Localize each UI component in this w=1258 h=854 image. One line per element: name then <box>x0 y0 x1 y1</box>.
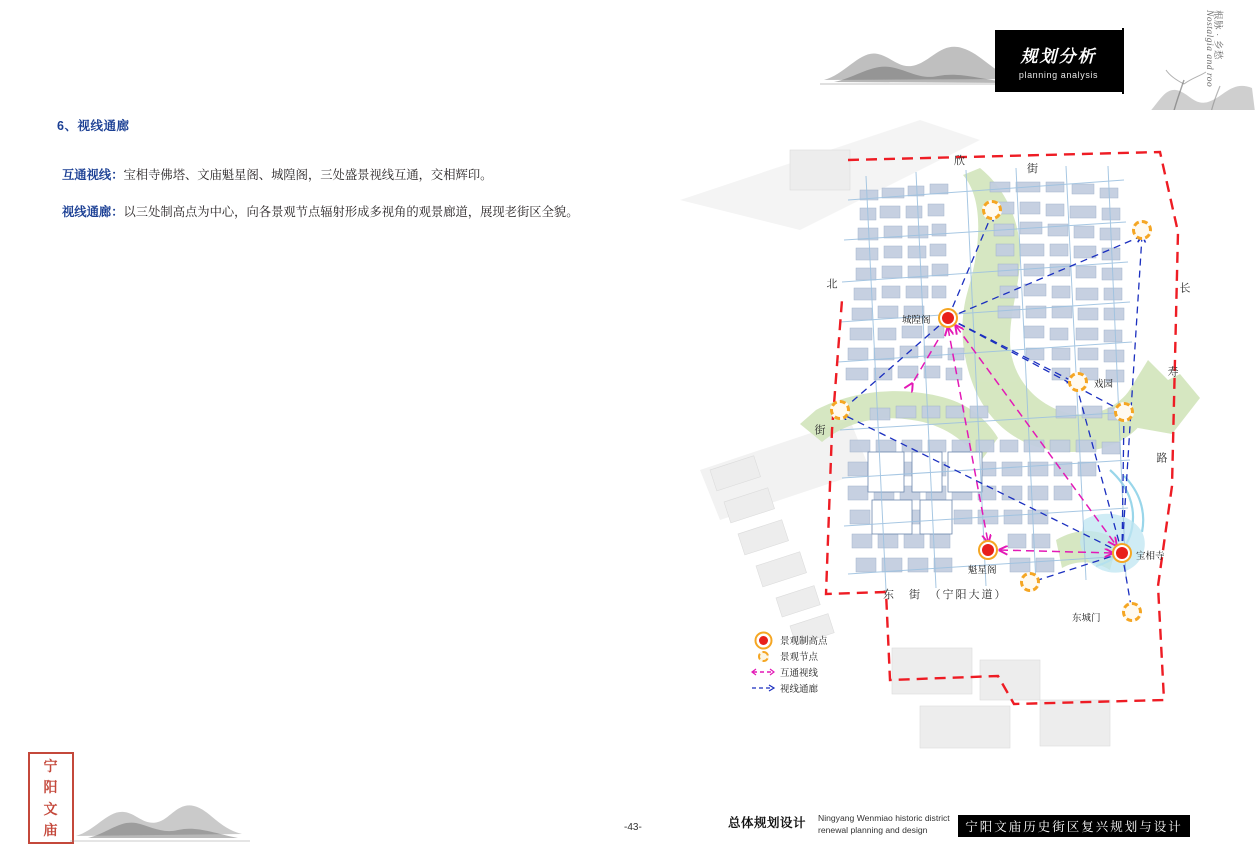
paragraph-1-text: 宝相寺佛塔、文庙魁星阁、城隍阁，三处盛景视线互通，交相辉印。 <box>123 168 493 182</box>
paragraph-1 <box>62 165 602 187</box>
legend-node-label: 景观节点 <box>780 652 819 663</box>
legend-node-icon <box>750 651 776 662</box>
legend-row-node <box>750 648 910 664</box>
map-node-south[interactable] <box>1020 572 1040 592</box>
map-node-west[interactable] <box>830 400 850 420</box>
map-peak-kuixing-pavilion[interactable] <box>982 544 994 556</box>
vertical-tagline-en: Nostalgia and roo <box>1204 10 1214 88</box>
map-node-opera-garden[interactable] <box>1068 372 1088 392</box>
street-label-chang: 长 <box>1178 282 1190 296</box>
map-label-chenghuang-pavilion: 城隍阁 <box>902 315 931 326</box>
street-label-jie-north: 街 <box>1027 163 1040 175</box>
legend-row-mutual <box>750 664 910 680</box>
street-label-east-street: 东 街 （宁阳大道） <box>883 589 1008 601</box>
ink-painting-decoration <box>70 786 250 844</box>
legend-mutual-sightline-label: 互通视线 <box>780 668 819 679</box>
map-label-kuixing-pavilion: 魁星阁 <box>968 565 997 576</box>
map-peak-baoxiang-temple[interactable] <box>1116 547 1128 559</box>
footer-project-bar: 宁阳文庙历史街区复兴规划与设计 <box>958 815 1190 837</box>
map-node-north-west[interactable] <box>982 200 1002 220</box>
legend-peak-label: 景观制高点 <box>780 636 828 647</box>
paragraph-2-lead: 视线通廊： <box>62 205 124 219</box>
planning-analysis-map <box>680 0 1258 854</box>
map-base-layer <box>680 110 1258 810</box>
paragraph-2-text: 以三处制高点为中心，向各景观节点辐射形成多视角的观景廊道，展现老街区全貌。 <box>123 205 579 219</box>
footer-title-cn: 总体规划设计 <box>728 816 807 830</box>
footer-title-en: Ningyang Wenmiao historic district renewal planning and design <box>818 813 950 836</box>
section-heading: 6、视线通廊 <box>57 119 130 133</box>
map-label-opera-garden: 戏园 <box>1094 379 1114 390</box>
map-legend <box>750 632 910 696</box>
seal-stamp <box>28 752 74 844</box>
paragraph-1-lead: 互通视线： <box>62 168 124 182</box>
map-node-east[interactable] <box>1114 402 1134 422</box>
seal-char-3: 文 <box>43 802 59 818</box>
right-map-panel <box>680 0 1258 854</box>
map-peak-chenghuang-pavilion[interactable] <box>942 312 954 324</box>
legend-peak-icon <box>750 636 776 645</box>
page-title-cn: 规划分析 <box>1020 47 1097 66</box>
map-node-east-gate[interactable] <box>1122 602 1142 622</box>
seal-char-1: 宁 <box>43 759 59 775</box>
legend-row-corridor <box>750 680 910 696</box>
map-label-east-gate: 东城门 <box>1072 613 1101 624</box>
seal-char-2: 阳 <box>43 781 59 797</box>
street-label-xin: 欣 <box>954 155 967 167</box>
map-node-north-east[interactable] <box>1132 220 1152 240</box>
street-label-bei: 北 <box>825 278 837 292</box>
legend-sight-corridor-label: 视线通廊 <box>780 684 819 695</box>
page-title-en: planning analysis <box>1018 70 1099 80</box>
map-label-baoxiang-temple: 宝相寺 <box>1136 551 1165 562</box>
legend-row-peak <box>750 632 910 648</box>
seal-char-4: 庙 <box>43 824 59 840</box>
legend-sight-corridor-icon <box>750 683 776 693</box>
vertical-tagline-cn: 根脉 · 乡愁 <box>1212 10 1223 60</box>
street-label-jie-west: 街 <box>813 424 825 438</box>
street-label-lu: 路 <box>1155 452 1167 466</box>
paragraph-2 <box>62 202 602 224</box>
street-label-shou: 寿 <box>1166 366 1178 380</box>
page-number: -43- <box>624 822 642 833</box>
legend-mutual-sightline-icon <box>750 667 776 677</box>
